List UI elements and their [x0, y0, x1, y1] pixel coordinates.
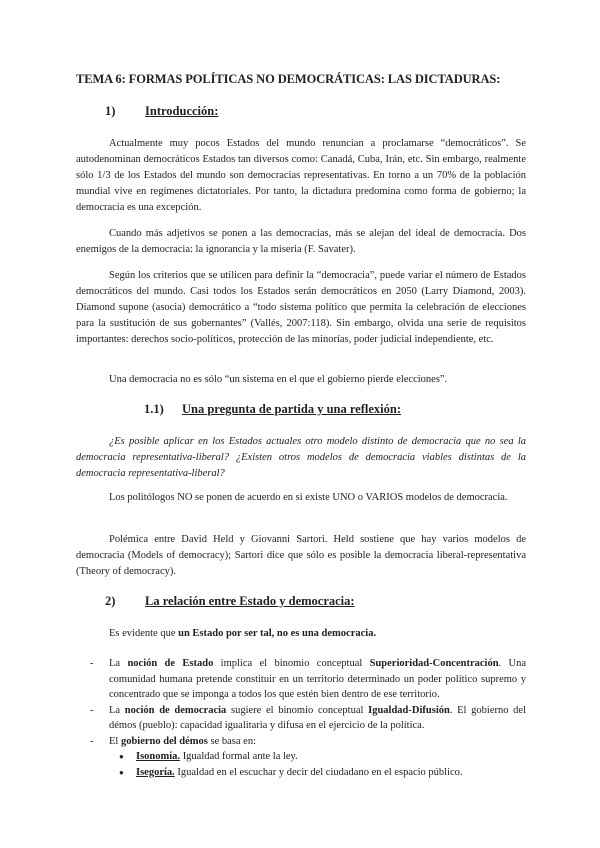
paragraph-question: ¿Es posible aplicar en los Estados actuales otro modelo distinto de democracia que no sea la democracia representativa-liberal? ¿Existen otros modelos de democracia viables distintas de la democracia representativa-liberal?: [76, 436, 526, 479]
bold-term: gobierno del démos: [120, 735, 208, 747]
sub-item-isonomia: [109, 749, 526, 765]
bold-term: Igualdad-Difusión: [368, 704, 450, 716]
text-run: se basa en:: [207, 735, 256, 747]
bold-term: Superioridad-Concentración: [369, 658, 499, 669]
text-run: Igualdad formal ante la ley.: [180, 751, 298, 762]
list-item-estado: [92, 656, 526, 703]
underlined-term: Isegoría.: [136, 766, 175, 778]
paragraph-intro-3: Según los criterios que se utilicen para definir la “democracia”, puede variar el número de Estados democráticos del mundo. Casi todos los Estados serán democráticos en 2050 (Larry Diamond, 2003). Diamond supone (asocia) democrático a “todo sistema político que permita la celebración de elecciones para la sustitución de sus gobernantes” (Vallés, 2007:118). Sin embargo, olvida una serie de requisitos importantes: derechos socio-políticos, protección de las minorías, poder judicial independiente, etc.: [76, 270, 526, 345]
paragraph-evidente: [109, 626, 529, 642]
paragraph-held-sartori: Polémica entre David Held y Giovanni Sartori. Held sostiene que hay varios modelos de democracia (Models of democracy); Sartori dice que sólo es posible la democracia liberal-representativa (Theory of democracy).: [76, 534, 526, 577]
text-run: implica el binomio conceptual: [213, 658, 370, 669]
paragraph-politologos: Los politólogos NO se ponen de acuerdo en si existe UNO o VARIOS modelos de democracia.: [109, 492, 508, 503]
list-item-gobierno-demos: [92, 734, 526, 781]
paragraph-intro-4: Una democracia no es sólo “un sistema en el que el gobierno pierde elecciones”.: [109, 374, 448, 385]
underlined-term: Isonomía.: [136, 751, 181, 762]
concept-list: [92, 656, 526, 780]
paragraph-intro-2: Cuando más adjetivos se ponen a las democracias, más se alejan del ideal de democracia. Dos enemigos de la democracia: la ignorancia y la miseria (F. Savater).: [76, 228, 526, 255]
text-run: Igualdad en el escuchar y decir del ciudadano en el espacio público.: [174, 766, 463, 778]
text-run: . Una comunidad humana pretende constituir en un territorio determinado un poder político supremo y concentrado que se imponga a todos los que estén bien dentro de ese territorio.: [109, 658, 527, 700]
section-label: Una pregunta de partida y una reflexión:: [182, 402, 402, 416]
section-1-heading: [105, 104, 218, 119]
text-run: . El gobierno del démos (pueblo): capacidad igualitaria y difusa en el ejercicio de la política.: [109, 704, 526, 731]
section-label: Introducción:: [145, 104, 219, 118]
bold-text: un Estado por ser tal, no es una democracia.: [178, 628, 377, 639]
bold-term: noción de Estado: [127, 658, 214, 669]
bold-term: noción de democracia: [124, 704, 227, 716]
text-run: sugiere el binomio conceptual: [226, 704, 369, 716]
section-1-1-heading: [144, 402, 401, 417]
text-run: Es evidente que: [109, 628, 179, 639]
text-run: El: [109, 735, 121, 747]
section-2-heading: [105, 594, 355, 609]
document-title: TEMA 6: FORMAS POLÍTICAS NO DEMOCRÁTICAS: LAS DICTADURAS:: [76, 72, 501, 86]
text-run: La: [109, 658, 128, 669]
sub-item-isegoria: [109, 765, 526, 781]
section-label: La relación entre Estado y democracia:: [145, 594, 355, 608]
text-run: La: [109, 704, 125, 716]
section-number: 2): [105, 594, 116, 608]
section-number: 1.1): [144, 402, 164, 416]
list-item-democracia: [92, 703, 526, 734]
paragraph-intro-1: Actualmente muy pocos Estados del mundo renuncian a proclamarse “democráticos”. Se autodenominan democráticos Estados tan diversos como: Canadá, Cuba, Irán, etc. Sin embargo, realmente sólo 1/3 de los Estados del mundo son democracias representativas. En torno a un 70% de la población mundial vive en regímenes dictatoriales. Por tanto, la dictadura predomina como forma de gobierno; la democracia es una excepción.: [76, 138, 526, 213]
section-number: 1): [105, 104, 116, 118]
sub-list: [109, 749, 526, 780]
